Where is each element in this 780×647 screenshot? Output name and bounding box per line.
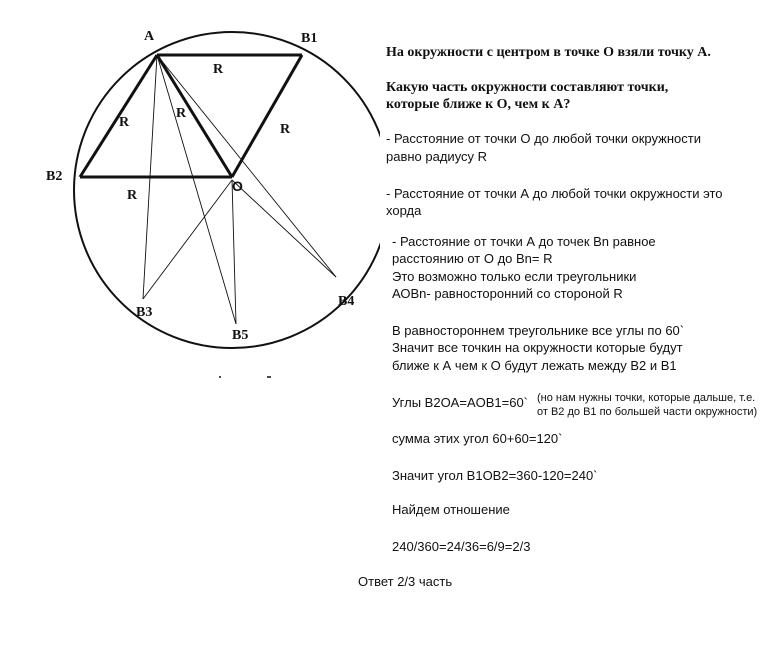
label-r-top: R: [213, 62, 224, 77]
line-a-b5: [157, 55, 236, 324]
label-point-a: A: [144, 29, 155, 44]
geometry-figure: [0, 0, 380, 400]
step3-line-1: - Расстояние от точки А до точек Bn равное: [392, 234, 656, 249]
ratio-line: 240/360=24/36=6/9=2/3: [392, 539, 531, 554]
label-r-middle: R: [176, 106, 187, 121]
problem-line-3: которые ближе к О, чем к А?: [386, 97, 571, 112]
angle-b1ob2-line: Значит угол B1OB2=360-120=240`: [392, 468, 598, 483]
sum-line: сумма этих угол 60+60=120`: [392, 431, 563, 446]
label-point-b1: B1: [301, 31, 318, 46]
thick-lines: [80, 55, 302, 177]
circle: [74, 32, 380, 348]
step4-line-3: ближе к А чем к О будут лежать между B2 и B1: [392, 358, 677, 373]
line-o-b4: [232, 180, 336, 277]
step3-line-2: расстоянию от О до Bn= R: [392, 251, 553, 266]
step4-line-2: Значит все точкин на окружности которые будут: [392, 340, 683, 355]
find-ratio-line: Найдем отношение: [392, 502, 510, 517]
line-o-b5: [232, 180, 236, 324]
label-r-right: R: [280, 122, 291, 137]
line-o-b3: [143, 180, 232, 299]
step3-line-3: Это возможно только если треугольники: [392, 269, 637, 284]
label-point-b2: B2: [46, 169, 63, 184]
label-point-b3: B3: [136, 305, 153, 320]
angles-line: Углы B2OA=AOB1=60`: [392, 395, 529, 410]
segment-b1-o: [232, 55, 302, 177]
step1-line-2: равно радиусу R: [386, 149, 488, 164]
step3-line-4: АОBn- равносторонний со стороной R: [392, 286, 623, 301]
label-point-o: O: [232, 178, 243, 194]
answer-line: Ответ 2/3 часть: [358, 574, 453, 589]
problem-line-1: На окружности с центром в точке О взяли точку А.: [386, 45, 711, 60]
problem-line-2: Какую часть окружности составляют точки,: [386, 80, 669, 95]
label-point-b4: B4: [338, 294, 355, 309]
label-r-left: R: [119, 115, 130, 130]
step2-line-1: - Расстояние от точки А до любой точки окружности это: [386, 186, 723, 201]
angles-note-2: от B2 до B1 по большей части окружности): [537, 406, 758, 418]
label-point-b5: B5: [232, 328, 249, 343]
step1-line-1: - Расстояние от точки О до любой точки окружности: [386, 131, 701, 146]
angles-note-1: (но нам нужны точки, которые дальше, т.е.: [537, 392, 756, 404]
step2-line-2: хорда: [386, 203, 422, 218]
label-r-bottom: R: [127, 188, 138, 203]
step4-line-1: В равностороннем треугольнике все углы по 60`: [392, 323, 685, 338]
